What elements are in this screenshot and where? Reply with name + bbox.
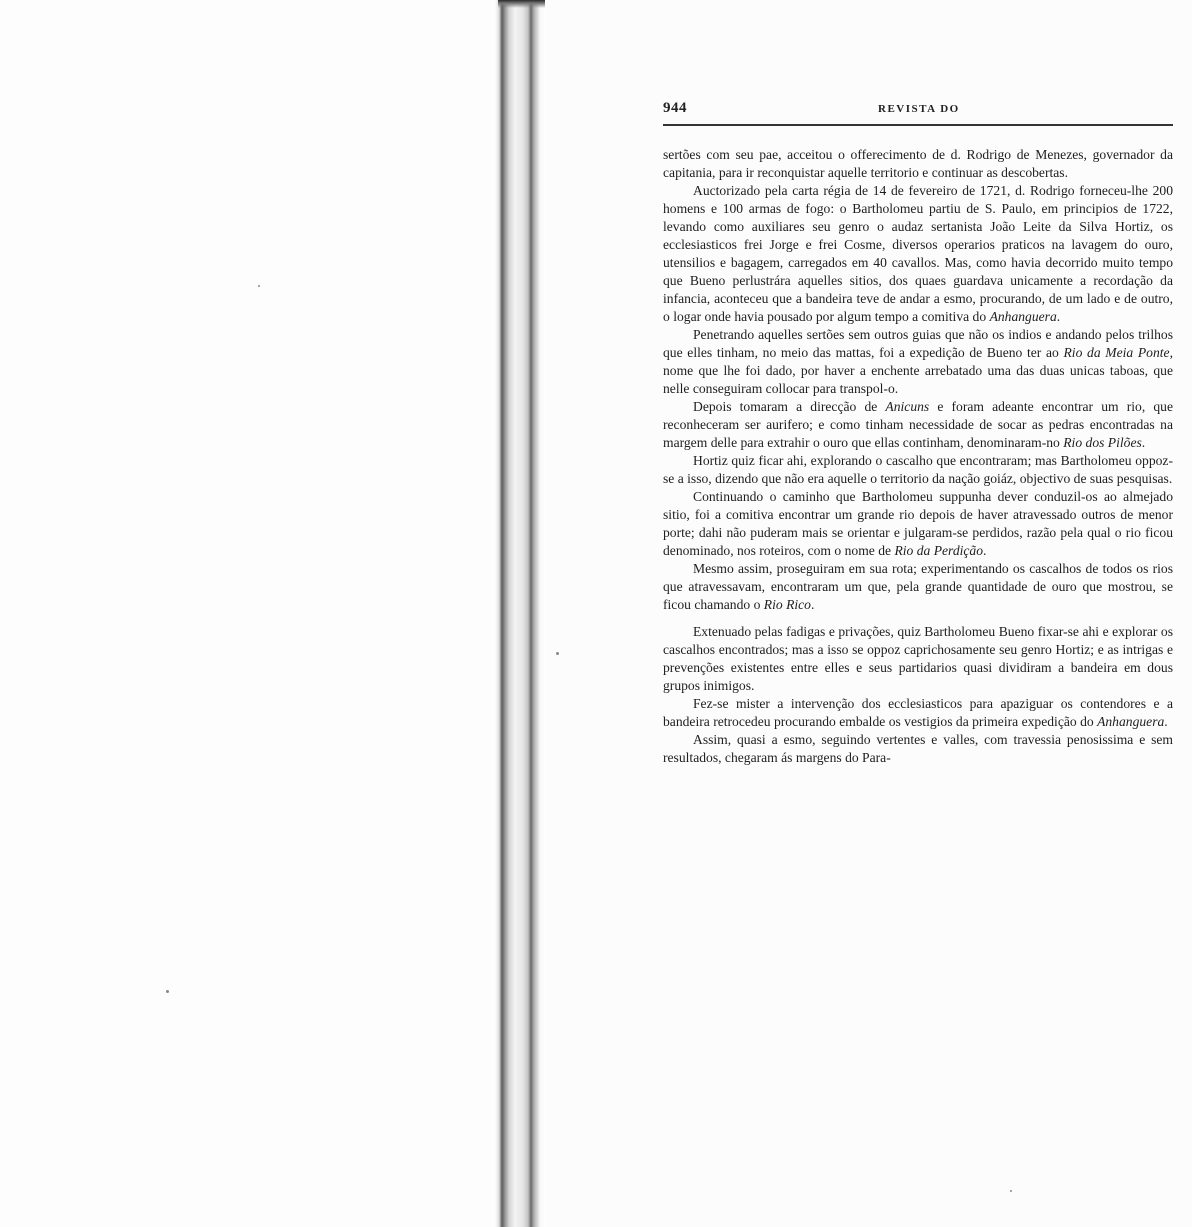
text-run: Auctorizado pela carta régia de 14 de fevereiro de 1721, d. Rodrigo forneceu-lhe 200 homens e 100 armas de fogo: o Bartholomeu partiu de S. Paulo, em principios de 1722, levando como auxiliares seu genro o audaz sertanista João Leite da Silva Hortiz, os ecclesiasticos frei Jorge e frei Cosme, diversos operarios praticos na lavagem do ouro, utensilios e bagagem, carregados em 40 cavallos. Mas, como havia decorrido muito tempo que Bueno perlustrára aquelles sitios, dos quaes guardava unicamente a recordação da infancia, aconteceu que a bandeira teve de andar a esmo, procurando, de um lado e de outro, o logar onde havia pousado por algum tempo a comitiva do (663, 183, 1173, 324)
body-text (663, 146, 1173, 767)
italic-name: Rio Rico (763, 597, 811, 612)
italic-name: Rio da Meia Ponte (1063, 345, 1170, 360)
header-rule (663, 124, 1173, 126)
text-run: . (1164, 714, 1168, 729)
running-header (663, 100, 1173, 122)
text-run: . (1056, 309, 1061, 324)
paragraph (663, 146, 1173, 182)
paragraph (663, 560, 1173, 614)
paragraph (663, 452, 1173, 488)
paragraph (663, 695, 1173, 731)
text-run: Continuando o caminho que Bartholomeu suppunha dever conduzil-os ao almejado sitio, foi a comitiva encontrar um grande rio depois de haver atravessado outros de menor porte; dahi não puderam mais se orientar e julgaram-se perdidos, razão pela qual o rio ficou denominado, nos roteiros, com o nome de (663, 489, 1173, 558)
text-run: Extenuado pelas fadigas e privações, quiz Bartholomeu Bueno fixar-se ahi e explorar os cascalhos encontrados; mas a isso se oppoz caprichosamente seu genro Hortiz; e as intrigas e prevenções existentes entre elles e seus partidarios quasi dividiram a bandeira em dous grupos inimigos. (663, 624, 1173, 693)
text-run: Depois tomaram a direcção de (693, 399, 886, 414)
text-run: sertões com seu pae, acceitou o offerecimento de d. Rodrigo de Menezes, governador da capitania, para ir reconquistar aquelle territorio e continuar as descobertas. (663, 147, 1173, 180)
left-page-blank (0, 0, 498, 1227)
text-run: . (810, 597, 815, 612)
italic-name: Anicuns (885, 399, 930, 414)
paragraph (663, 398, 1173, 452)
italic-name: Rio da Perdição (894, 543, 984, 558)
book-gutter (495, 0, 545, 1227)
text-run: Hortiz quiz ficar ahi, explorando o cascalho que encontraram; mas Bartholomeu oppoz-se a isso, dizendo que não era aquelle o territorio da nação goiáz, objectivo de suas pesquisas. (663, 453, 1173, 486)
paragraph (663, 326, 1173, 398)
text-run: Penetrando aquelles sertões sem outros guias que não os indios e andando pelos trilhos que elles tinham, no meio das mattas, foi a expedição de Bueno ter ao (663, 327, 1173, 360)
italic-name: Anhanguera (989, 309, 1057, 324)
text-run: Fez-se mister a intervenção dos ecclesiasticos para apaziguar os contendores e a bandeira retrocedeu procurando embalde os vestigios da primeira expedição do (663, 696, 1173, 729)
running-title: REVISTA DO (878, 103, 960, 115)
text-run: Mesmo assim, proseguiram em sua rota; experimentando os cascalhos de todos os rios que atravessavam, encontraram um que, pela grande quantidade de ouro que mostrou, se ficou chamando o (663, 561, 1173, 612)
text-run: Assim, quasi a esmo, seguindo vertentes e valles, com travessia penosissima e sem resultados, chegaram ás margens do Para- (663, 732, 1173, 765)
paragraph (663, 182, 1173, 326)
text-run: , nome que lhe foi dado, por haver a enchente arrebatado uma das duas unicas taboas, que nelle conseguiram collocar para transpol-o. (663, 345, 1173, 396)
paragraph (663, 488, 1173, 560)
italic-name: Anhanguera (1097, 714, 1165, 729)
page-number: 944 (663, 100, 687, 116)
paragraph (663, 731, 1173, 767)
text-run: . (1141, 435, 1146, 450)
scan-speck (258, 285, 260, 287)
paragraph (663, 623, 1173, 695)
scan-speck (556, 652, 559, 655)
text-run: . (983, 543, 987, 558)
scan-speck (1010, 1190, 1012, 1192)
italic-name: Rio dos Pilões (1063, 435, 1142, 450)
scan-speck (166, 990, 169, 993)
text-run: e foram adeante encontrar um rio, que reconheceram ser aurifero; e como tinham necessidade de socar as pedras encontradas na margem delle para extrahir o ouro que ellas continham, denominaram-no (663, 399, 1173, 450)
